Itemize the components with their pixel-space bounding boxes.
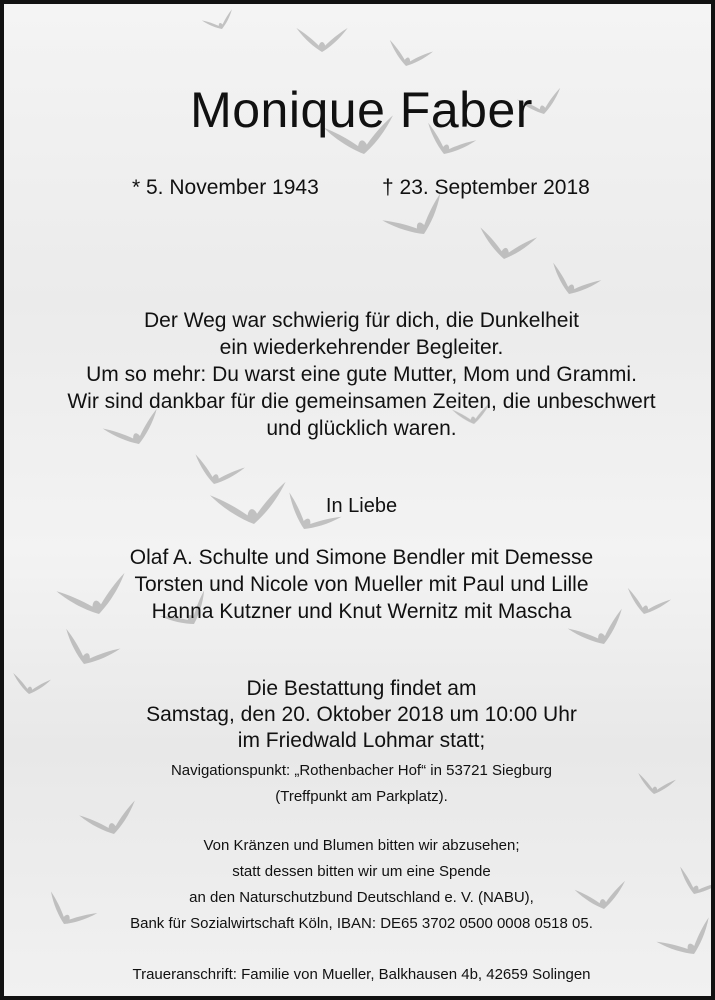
poem-line: ein wiederkehrender Begleiter. [219,336,504,359]
donation-line: Von Kränzen und Blumen bitten wir abzusehen; [203,837,520,854]
poem-line: Wir sind dankbar für die gemeinsamen Zeiten, die unbeschwert [67,390,656,413]
navigation-line: (Treffpunkt am Parkplatz). [275,788,448,805]
poem-line: Um so mehr: Du warst eine gute Mutter, Mom und Grammi. [86,363,637,386]
mourner-line: Torsten und Nicole von Mueller mit Paul und Lille [134,573,589,596]
mourning-address: Traueranschrift: Familie von Mueller, Balkhausen 4b, 42659 Solingen [132,966,591,983]
poem-line: und glücklich waren. [266,417,457,440]
funeral-info [4,676,715,754]
funeral-line: Die Bestattung findet am [246,677,477,700]
notice-content [4,4,715,1000]
birth-date: * 5. November 1943 [132,176,319,199]
poem-line: Der Weg war schwierig für dich, die Dunkelheit [144,309,579,332]
funeral-line: Samstag, den 20. Oktober 2018 um 10:00 Uhr [146,703,577,726]
mourner-line: Hanna Kutzner und Knut Wernitz mit Mascha [151,600,572,623]
donation-info [4,833,715,937]
donation-line: Bank für Sozialwirtschaft Köln, IBAN: DE65 3702 0500 0008 0518 05. [130,915,593,932]
donation-line: statt dessen bitten wir um eine Spende [232,863,491,880]
navigation-info [4,758,715,810]
donation-line: an den Naturschutzbund Deutschland e. V. (NABU), [189,889,534,906]
funeral-line: im Friedwald Lohmar statt; [237,729,486,752]
death-date: † 23. September 2018 [382,176,590,199]
mourner-line: Olaf A. Schulte und Simone Bendler mit Demesse [129,546,594,569]
navigation-line: Navigationspunkt: „Rothenbacher Hof“ in 53721 Siegburg [170,762,553,779]
in-liebe: In Liebe [325,495,398,517]
mourners-list [4,544,715,625]
deceased-name: Monique Faber [190,82,533,138]
poem [4,307,715,442]
